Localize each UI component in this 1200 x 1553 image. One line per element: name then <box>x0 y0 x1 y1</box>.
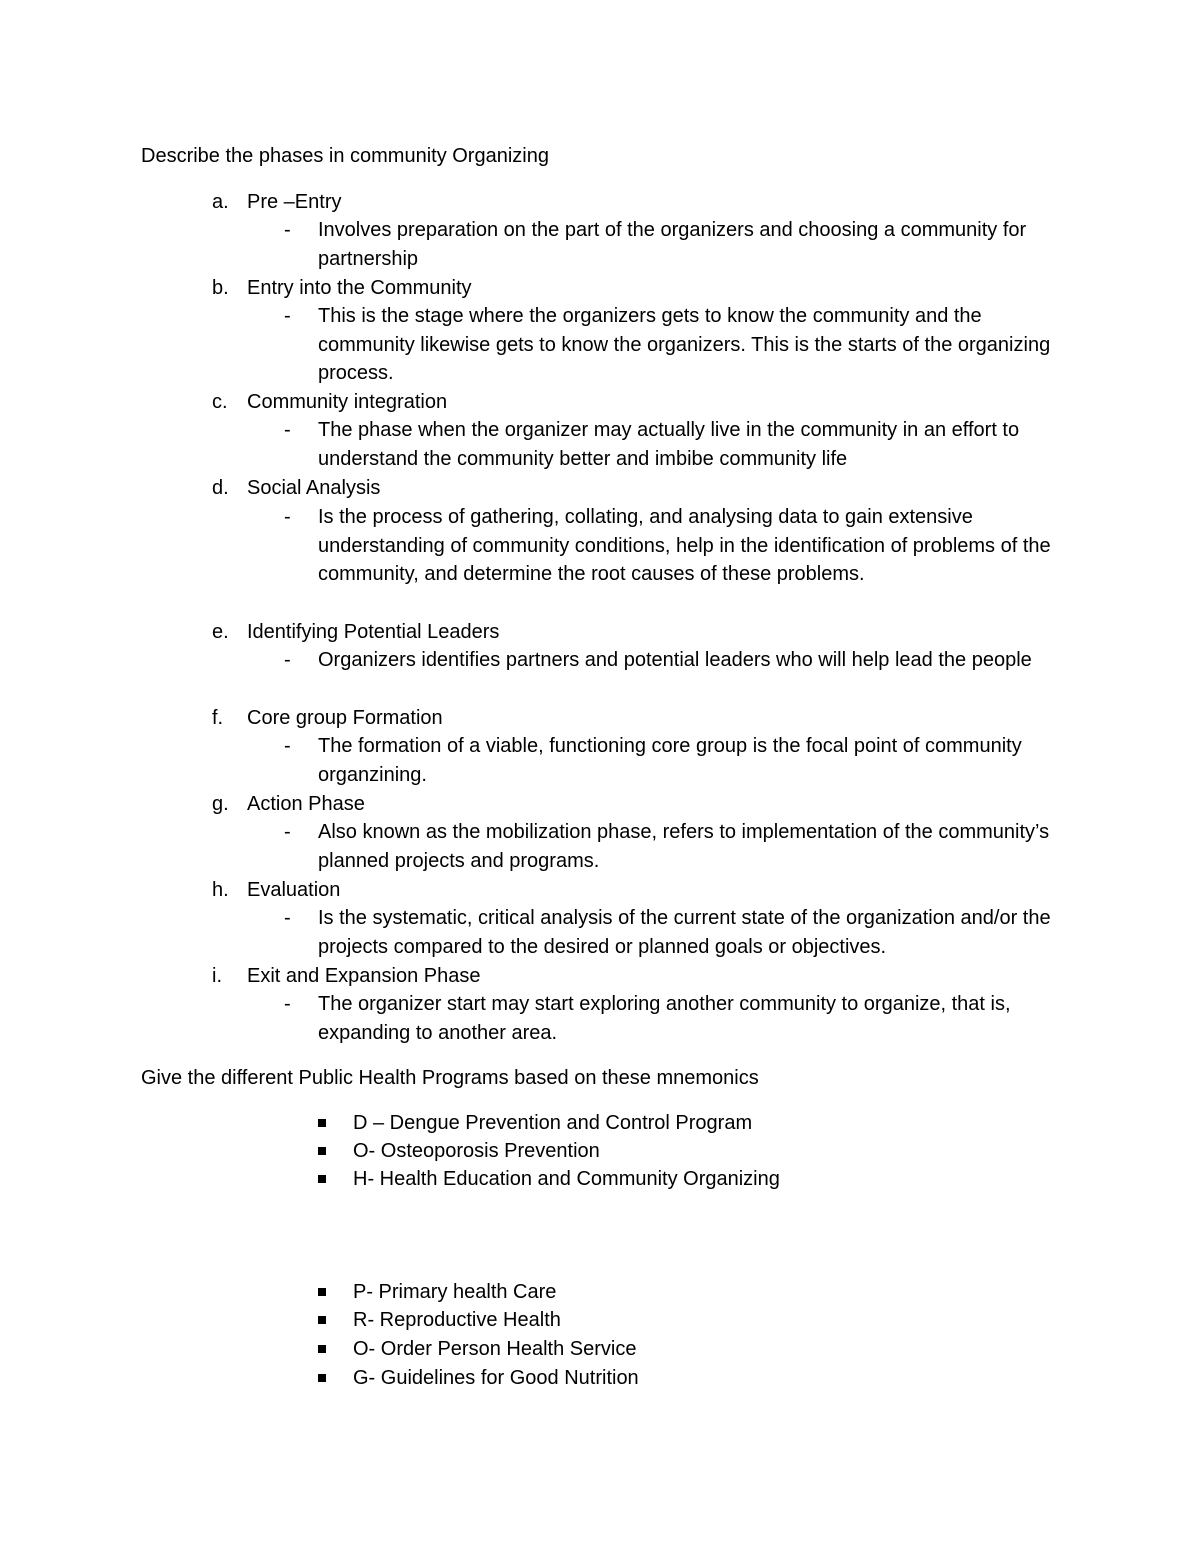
description-dash: - <box>284 649 291 671</box>
mnemonic-text: D – Dengue Prevention and Control Program <box>353 1112 753 1134</box>
phase-description: The organizer start may start exploring another community to organize, that is, expanding to another area. <box>318 993 1011 1044</box>
section-heading-phases: Describe the phases in community Organizing <box>141 145 549 167</box>
phase-description: This is the stage where the organizers gets to know the community and the community likewise gets to know the organizers. This is the starts of the organizing process. <box>318 305 1051 385</box>
phase-title: Entry into the Community <box>247 277 472 299</box>
phase-label: f. <box>212 707 224 729</box>
phase-description: The phase when the organizer may actually live in the community in an effort to understand the community better and imbibe community life <box>318 419 1020 470</box>
phase-label: c. <box>212 391 228 413</box>
square-bullet-icon <box>318 1288 326 1296</box>
phase-title: Core group Formation <box>247 707 443 729</box>
phase-title: Community integration <box>247 391 448 413</box>
mnemonic-text: O- Order Person Health Service <box>353 1338 637 1360</box>
phase-label: i. <box>212 965 222 987</box>
phase-title: Evaluation <box>247 879 341 901</box>
description-dash: - <box>284 821 291 843</box>
mnemonic-text: H- Health Education and Community Organizing <box>353 1168 780 1190</box>
phase-label: h. <box>212 879 229 901</box>
square-bullet-icon <box>318 1316 326 1324</box>
description-dash: - <box>284 735 291 757</box>
phase-label: d. <box>212 477 229 499</box>
description-dash: - <box>284 907 291 929</box>
phase-label: a. <box>212 191 229 213</box>
phase-description: Is the process of gathering, collating, and analysing data to gain extensive understanding of community conditions, help in the identification of problems of the community, and determine the root causes of these problems. <box>318 506 1051 586</box>
mnemonic-text: O- Osteoporosis Prevention <box>353 1140 600 1162</box>
phase-title: Exit and Expansion Phase <box>247 965 481 987</box>
phase-label: e. <box>212 621 229 643</box>
phase-description: The formation of a viable, functioning core group is the focal point of community organzining. <box>318 735 1022 786</box>
description-dash: - <box>284 506 291 528</box>
phase-description: Organizers identifies partners and potential leaders who will help lead the people <box>318 649 1032 671</box>
description-dash: - <box>284 419 291 441</box>
phase-title: Pre –Entry <box>247 191 342 213</box>
phase-description: Involves preparation on the part of the organizers and choosing a community for partnership <box>318 219 1027 270</box>
phase-description: Is the systematic, critical analysis of the current state of the organization and/or the projects compared to the desired or planned goals or objectives. <box>318 907 1051 958</box>
section-heading-mnemonics: Give the different Public Health Programs based on these mnemonics <box>141 1067 759 1089</box>
phase-label: g. <box>212 793 229 815</box>
phase-title: Identifying Potential Leaders <box>247 621 500 643</box>
square-bullet-icon <box>318 1345 326 1353</box>
phase-title: Social Analysis <box>247 477 381 499</box>
phase-description: Also known as the mobilization phase, refers to implementation of the community’s planned projects and programs. <box>318 821 1050 872</box>
square-bullet-icon <box>318 1147 326 1155</box>
mnemonic-text: P- Primary health Care <box>353 1281 557 1303</box>
description-dash: - <box>284 305 291 327</box>
description-dash: - <box>284 993 291 1015</box>
mnemonic-text: G- Guidelines for Good Nutrition <box>353 1367 639 1389</box>
phase-label: b. <box>212 277 229 299</box>
phase-title: Action Phase <box>247 793 365 815</box>
square-bullet-icon <box>318 1175 326 1183</box>
square-bullet-icon <box>318 1374 326 1382</box>
square-bullet-icon <box>318 1119 326 1127</box>
mnemonic-text: R- Reproductive Health <box>353 1309 561 1331</box>
description-dash: - <box>284 219 291 241</box>
